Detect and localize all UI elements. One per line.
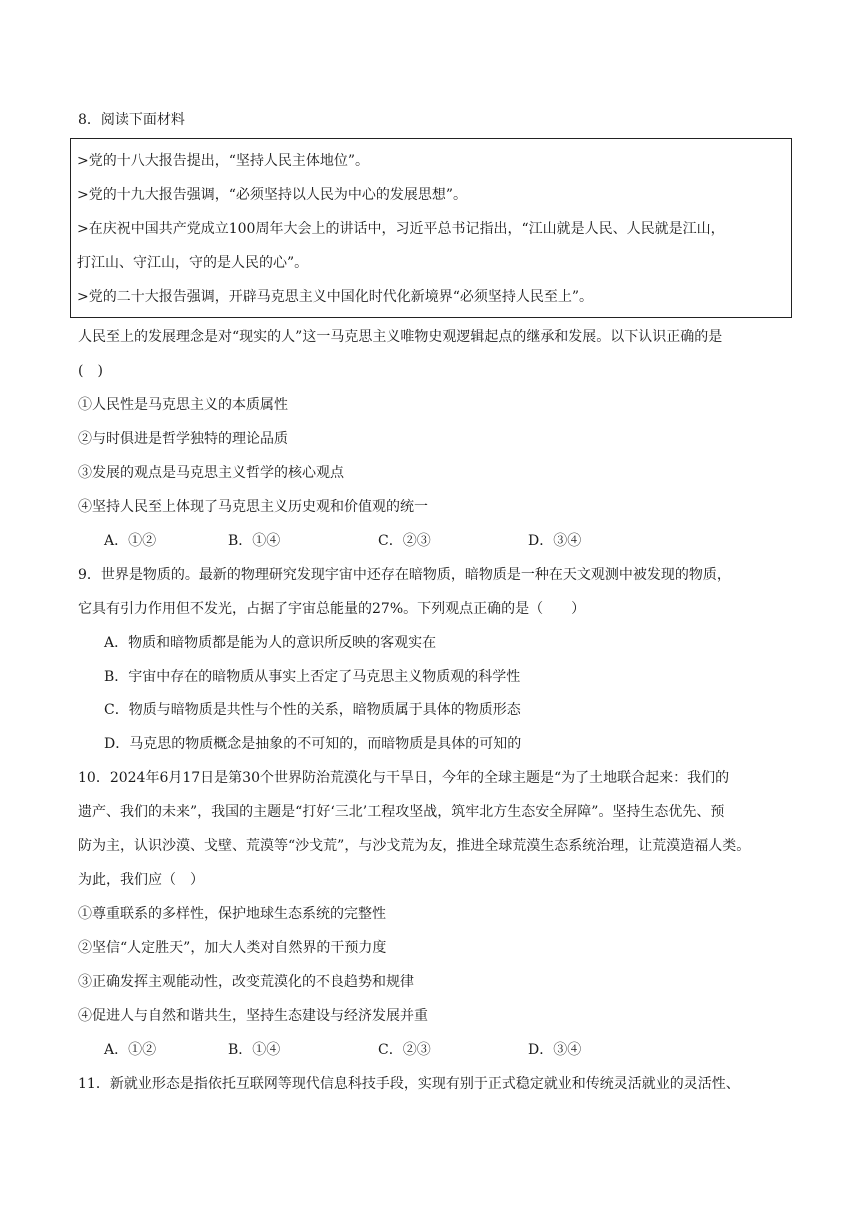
material-line: >在庆祝中国共产党成立100周年大会上的讲话中，习近平总书记指出，“江山就是人民、人民就是江山， [77,221,725,237]
material-line: 打江山、守江山，守的是人民的心”。 [77,255,309,271]
question-10-stem: 10．2024年6月17日是第30个世界防治荒漠化与干旱日，今年的全球主题是“为了土地联合起来：我们的 [78,770,730,786]
statement-item: ④促进人与自然和谐共生，坚持生态建设与经济发展并重 [78,1008,428,1024]
option-a[interactable]: A．①② [104,1042,157,1058]
question-8-title: 8．阅读下面材料 [78,112,185,128]
option-d[interactable]: D．③④ [528,533,582,549]
material-box [70,138,792,318]
statement-item: ①尊重联系的多样性，保护地球生态系统的完整性 [78,906,386,922]
statement-item: ③发展的观点是马克思主义哲学的核心观点 [78,465,344,481]
question-10-stem: 防为主，认识沙漠、戈壁、荒漠等“沙戈荒”，与沙戈荒为友，推进全球荒漠生态系统治理，让荒漠造福人类。 [78,838,751,854]
question-8-bracket: ( ) [78,363,103,379]
option-c[interactable]: C．物质与暗物质是共性与个性的关系，暗物质属于具体的物质形态 [104,702,521,718]
option-a[interactable]: A．物质和暗物质都是能为人的意识所反映的客观实在 [104,635,437,651]
material-line: >党的十九大报告强调，“必须坚持以人民为中心的发展思想”。 [77,187,468,203]
question-10-stem: 遗产、我们的未来”，我国的主题是“打好‘三北’工程攻坚战，筑牢北方生态安全屏障”。坚持生态优先、预 [78,804,725,820]
question-11-stem: 11．新就业形态是指依托互联网等现代信息科技手段，实现有别于正式稳定就业和传统灵活就业的灵活性、 [78,1076,740,1092]
question-10-options [104,1040,664,1060]
material-line: >党的十八大报告提出，“坚持人民主体地位”。 [77,153,370,169]
option-c[interactable]: C．②③ [378,1042,431,1058]
statement-item: ①人民性是马克思主义的本质属性 [78,397,288,413]
material-line: >党的二十大报告强调，开辟马克思主义中国化时代化新境界“必须坚持人民至上”。 [77,289,594,305]
option-c[interactable]: C．②③ [378,533,431,549]
option-b[interactable]: B．①④ [228,533,281,549]
question-9-stem: 9．世界是物质的。最新的物理研究发现宇宙中还存在暗物质，暗物质是一种在天文观测中被发现的物质， [78,567,731,583]
statement-item: ④坚持人民至上体现了马克思主义历史观和价值观的统一 [78,499,428,515]
option-d[interactable]: D．③④ [528,1042,582,1058]
question-10-stem: 为此，我们应（ ） [78,872,204,888]
option-d[interactable]: D．马克思的物质概念是抽象的不可知的，而暗物质是具体的可知的 [104,736,522,752]
option-a[interactable]: A．①② [104,533,157,549]
statement-item: ③正确发挥主观能动性，改变荒漠化的不良趋势和规律 [78,974,414,990]
question-9-stem: 它具有引力作用但不发光，占据了宇宙总能量的27%。下列观点正确的是（ ） [78,601,586,617]
option-b[interactable]: B．①④ [228,1042,281,1058]
question-8-options [104,531,664,551]
question-8-stem: 人民至上的发展理念是对“现实的人”这一马克思主义唯物史观逻辑起点的继承和发展。以下认识正确的是 [78,329,723,345]
option-b[interactable]: B．宇宙中存在的暗物质从事实上否定了马克思主义物质观的科学性 [104,669,521,685]
statement-item: ②与时俱进是哲学独特的理论品质 [78,431,288,447]
statement-item: ②坚信“人定胜天”，加大人类对自然界的干预力度 [78,940,387,956]
